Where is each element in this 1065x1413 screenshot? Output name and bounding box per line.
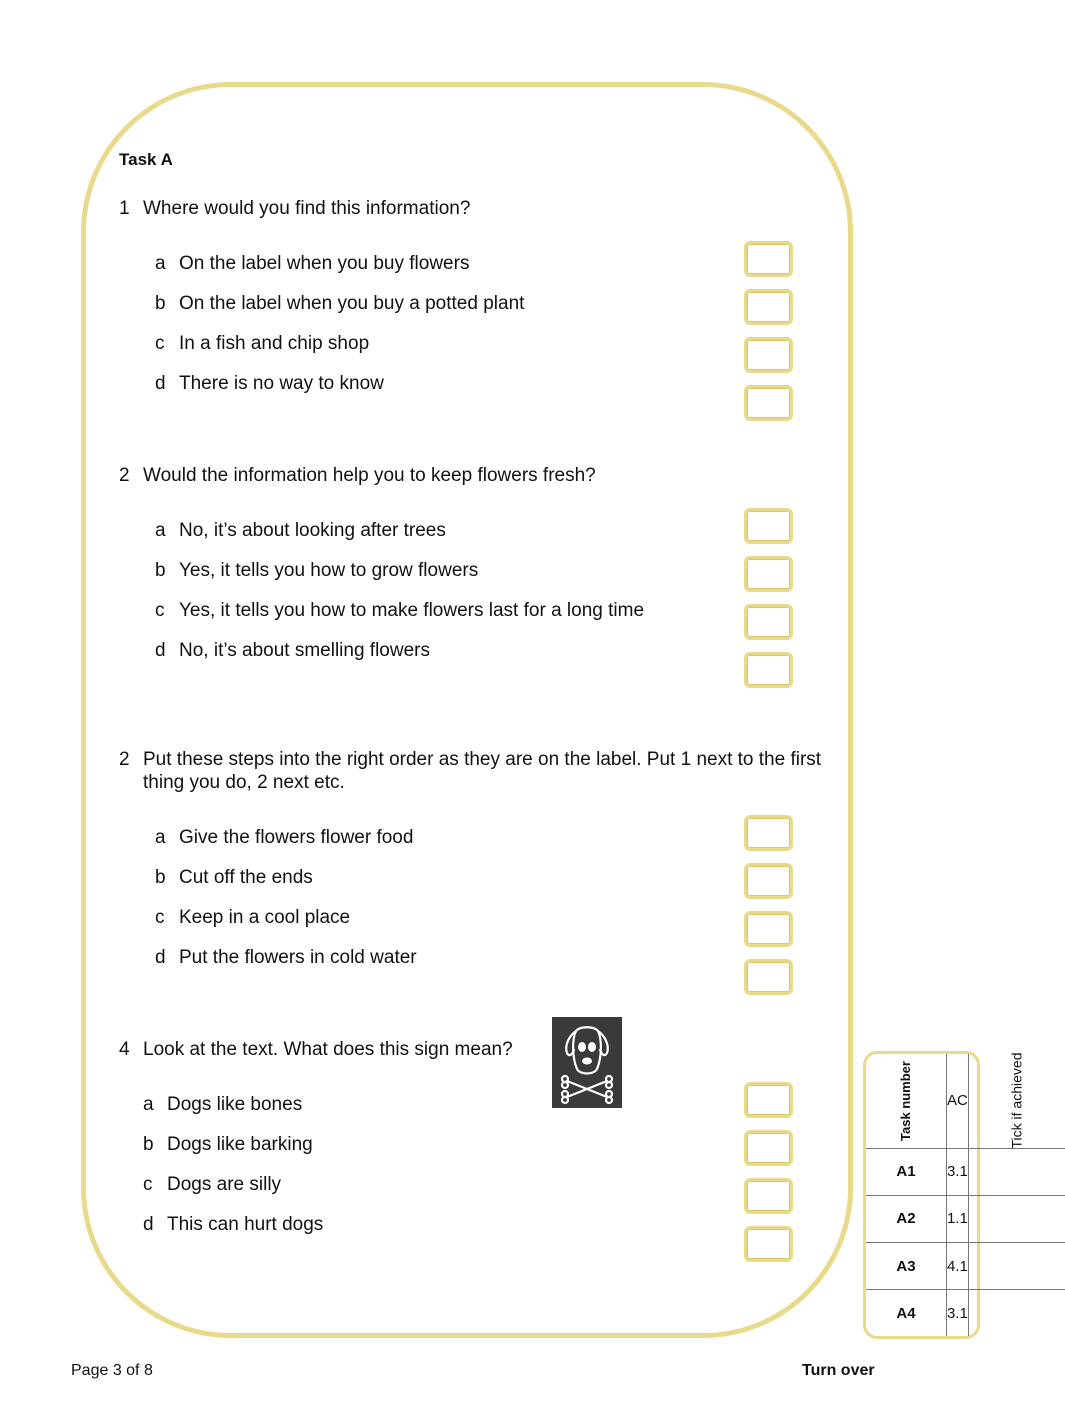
option-letter: c (155, 907, 165, 928)
header-ac: AC (946, 1054, 968, 1148)
q1-option-b (155, 293, 524, 315)
q4-option-b (143, 1134, 313, 1156)
question-number: 1 (119, 198, 130, 219)
table-row (866, 1290, 1065, 1336)
table-row (866, 1243, 1065, 1290)
table-header-row (866, 1054, 1065, 1148)
q2-option-b (155, 560, 478, 582)
option-text: Keep in a cool place (179, 907, 351, 928)
q4-option-d (143, 1214, 323, 1236)
q4-option-a (143, 1094, 302, 1116)
option-letter: a (155, 827, 166, 848)
q2-answer-box-c[interactable] (744, 604, 793, 640)
question-text: Look at the text. What does this sign mean? (143, 1039, 513, 1060)
tick-cell[interactable] (968, 1290, 1064, 1336)
option-letter: b (155, 867, 166, 888)
option-text: No, it’s about looking after trees (179, 520, 446, 541)
option-letter: d (155, 373, 166, 394)
q1-answer-box-c[interactable] (744, 337, 793, 373)
q2-option-c (155, 600, 644, 622)
task-id: A1 (866, 1148, 946, 1195)
q4-answer-box-d[interactable] (744, 1226, 793, 1262)
option-letter: b (155, 293, 166, 314)
question-text: Would the information help you to keep flowers fresh? (143, 465, 596, 486)
q3-option-a (155, 827, 413, 849)
option-letter: d (155, 640, 166, 661)
question-number: 2 (119, 749, 130, 770)
q4-answer-box-c[interactable] (744, 1178, 793, 1214)
question-text: Where would you find this information? (143, 198, 471, 219)
q3-option-d (155, 947, 417, 969)
option-text: Give the flowers flower food (179, 827, 414, 848)
q3-answer-box-b[interactable] (744, 863, 793, 899)
header-task-number: Task number (866, 1054, 946, 1148)
q1-answer-box-b[interactable] (744, 289, 793, 325)
tick-cell[interactable] (968, 1243, 1064, 1290)
q1-option-a (155, 253, 469, 275)
ac-value: 4.1 (946, 1243, 968, 1290)
dog-skull-crossbones-icon (552, 1017, 622, 1108)
header-tick: Tick if achieved (968, 1054, 1064, 1148)
option-text: Cut off the ends (179, 867, 313, 888)
option-text: In a fish and chip shop (179, 333, 370, 354)
option-text: Yes, it tells you how to make flowers last for a long time (179, 600, 645, 621)
option-letter: b (143, 1134, 154, 1155)
task-id: A4 (866, 1290, 946, 1336)
q3-answer-box-d[interactable] (744, 959, 793, 995)
table-row (866, 1148, 1065, 1195)
q3-option-b (155, 867, 313, 889)
q2-answer-box-a[interactable] (744, 508, 793, 544)
table-row (866, 1195, 1065, 1242)
option-text: On the label when you buy flowers (179, 253, 470, 274)
question-number: 4 (119, 1039, 130, 1060)
option-letter: a (155, 520, 166, 541)
q1-answer-box-a[interactable] (744, 241, 793, 277)
option-letter: d (155, 947, 166, 968)
tick-cell[interactable] (968, 1148, 1064, 1195)
q4-answer-box-a[interactable] (744, 1082, 793, 1118)
option-letter: b (155, 560, 166, 581)
q4-answer-box-b[interactable] (744, 1130, 793, 1166)
ac-value: 3.1 (946, 1290, 968, 1336)
q1-option-c (155, 333, 369, 355)
option-text: Dogs like bones (167, 1094, 303, 1115)
q2-answer-box-b[interactable] (744, 556, 793, 592)
option-text: On the label when you buy a potted plant (179, 293, 525, 314)
option-text: Yes, it tells you how to grow flowers (179, 560, 479, 581)
turn-over-label: Turn over (802, 1362, 875, 1379)
q2-option-a (155, 520, 446, 542)
page-number: Page 3 of 8 (71, 1362, 153, 1379)
q2-answer-box-d[interactable] (744, 652, 793, 688)
option-letter: c (155, 333, 165, 354)
option-text: There is no way to know (179, 373, 384, 394)
q3-answer-box-a[interactable] (744, 815, 793, 851)
q1-answer-box-d[interactable] (744, 385, 793, 421)
option-letter: a (155, 253, 166, 274)
option-text: Put the flowers in cold water (179, 947, 417, 968)
q2-option-d (155, 640, 430, 662)
option-letter: c (155, 600, 165, 621)
q4-option-c (143, 1174, 281, 1196)
option-text: Dogs like barking (167, 1134, 313, 1155)
option-letter: c (143, 1174, 153, 1195)
question-text: Put these steps into the right order as they are on the label. Put 1 next to the first thing you do, 2 next etc. (143, 749, 822, 793)
option-letter: a (143, 1094, 154, 1115)
achievement-table (863, 1051, 1025, 1339)
option-letter: d (143, 1214, 154, 1235)
option-text: This can hurt dogs (167, 1214, 324, 1235)
option-text: Dogs are silly (167, 1174, 282, 1195)
q1-option-d (155, 373, 384, 395)
ac-value: 3.1 (946, 1148, 968, 1195)
task-id: A2 (866, 1195, 946, 1242)
tick-cell[interactable] (968, 1195, 1064, 1242)
option-text: No, it’s about smelling flowers (179, 640, 430, 661)
q3-option-c (155, 907, 350, 929)
ac-value: 1.1 (946, 1195, 968, 1242)
q3-answer-box-c[interactable] (744, 911, 793, 947)
task-title: Task A (119, 150, 173, 169)
task-id: A3 (866, 1243, 946, 1290)
question-number: 2 (119, 465, 130, 486)
